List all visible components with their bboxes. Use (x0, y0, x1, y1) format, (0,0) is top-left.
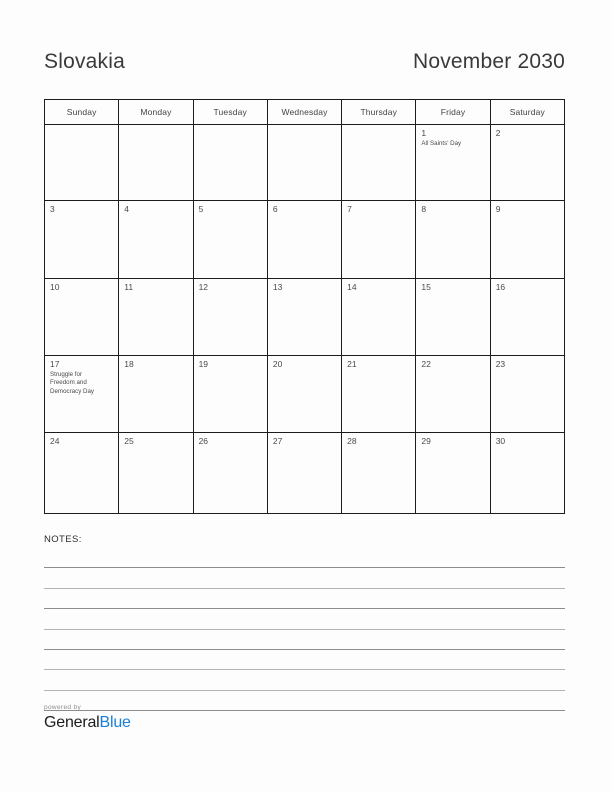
day-cell[interactable] (45, 356, 119, 432)
day-number: 26 (198, 436, 209, 446)
day-holiday: All Saints' Day (421, 140, 462, 147)
weekday-header-monday: Monday (119, 100, 193, 124)
day-cell[interactable] (416, 279, 490, 355)
generalblue-logo[interactable] (44, 713, 131, 733)
day-cell[interactable] (194, 201, 268, 278)
day-cell[interactable] (416, 356, 490, 432)
day-number: 22 (421, 359, 431, 369)
day-number: 14 (347, 282, 357, 292)
day-cell[interactable] (268, 125, 342, 200)
notes-line[interactable] (44, 670, 565, 690)
day-cell[interactable] (491, 125, 565, 200)
day-number: 11 (124, 282, 134, 292)
calendar-grid (44, 99, 565, 514)
day-number: 29 (421, 436, 431, 446)
day-number: 10 (50, 282, 60, 292)
day-cell[interactable] (491, 201, 565, 278)
day-number: 18 (124, 359, 134, 369)
day-cell[interactable] (491, 279, 565, 355)
day-cell[interactable] (342, 433, 416, 513)
day-number: 24 (50, 436, 60, 446)
day-cell[interactable] (342, 201, 416, 278)
day-cell[interactable] (194, 125, 268, 200)
day-cell[interactable] (119, 279, 193, 355)
day-cell[interactable] (119, 356, 193, 432)
day-cell[interactable] (416, 201, 490, 278)
day-number: 9 (495, 204, 501, 214)
weekday-header-thursday: Thursday (342, 100, 416, 124)
powered-by-label: powered by (44, 704, 82, 711)
country-title: Slovakia (44, 50, 125, 73)
day-cell[interactable] (342, 356, 416, 432)
day-number: 7 (347, 204, 352, 214)
notes-line[interactable] (44, 568, 565, 588)
calendar-week-row (45, 279, 565, 356)
day-cell[interactable] (45, 433, 119, 513)
day-cell[interactable] (416, 125, 490, 200)
day-cell[interactable] (268, 356, 342, 432)
weekday-header-sunday: Sunday (45, 100, 119, 124)
day-cell[interactable] (119, 433, 193, 513)
day-cell[interactable] (119, 125, 193, 200)
day-cell[interactable] (268, 279, 342, 355)
day-number: 5 (198, 204, 204, 214)
day-number: 2 (495, 128, 501, 138)
day-number: 6 (272, 204, 278, 214)
day-cell[interactable] (45, 125, 119, 200)
notes-line[interactable] (44, 548, 565, 568)
day-number: 25 (124, 436, 134, 446)
weekday-header-saturday: Saturday (491, 100, 565, 124)
day-number: 28 (347, 436, 357, 446)
weekday-header-row (45, 100, 565, 125)
logo-text-blue: Blue (99, 714, 131, 731)
calendar-week-row (45, 201, 565, 279)
day-number: 12 (198, 282, 209, 292)
day-number: 20 (272, 359, 283, 369)
day-cell[interactable] (194, 433, 268, 513)
notes-line[interactable] (44, 589, 565, 609)
day-number: 30 (495, 436, 506, 446)
weekday-header-wednesday: Wednesday (268, 100, 342, 124)
day-cell[interactable] (342, 125, 416, 200)
day-holiday: Struggle for Freedom and Democracy Day (50, 371, 95, 395)
logo-text-general: General (44, 714, 100, 731)
day-cell[interactable] (119, 201, 193, 278)
day-cell[interactable] (416, 433, 490, 513)
weekday-header-friday: Friday (416, 100, 490, 124)
day-number: 1 (421, 128, 427, 138)
day-number: 27 (272, 436, 283, 446)
day-number: 23 (495, 359, 506, 369)
day-cell[interactable] (491, 356, 565, 432)
page-header (44, 50, 565, 84)
day-number: 8 (421, 204, 427, 214)
notes-label: NOTES: (44, 534, 82, 545)
footer-branding (44, 703, 131, 733)
day-number: 17 (50, 359, 60, 369)
notes-line[interactable] (44, 609, 565, 629)
day-cell[interactable] (45, 279, 119, 355)
day-number: 4 (124, 204, 130, 214)
day-number: 19 (198, 359, 209, 369)
weekday-header-tuesday: Tuesday (194, 100, 268, 124)
calendar-week-row (45, 433, 565, 514)
notes-line[interactable] (44, 630, 565, 650)
day-cell[interactable] (194, 356, 268, 432)
day-number: 16 (495, 282, 506, 292)
day-number: 21 (347, 359, 357, 369)
calendar-week-row (45, 125, 565, 201)
calendar-week-row (45, 356, 565, 433)
day-cell[interactable] (45, 201, 119, 278)
month-year-title: November 2030 (412, 50, 565, 73)
day-cell[interactable] (268, 433, 342, 513)
day-cell[interactable] (194, 279, 268, 355)
notes-section (44, 533, 565, 711)
day-number: 3 (50, 204, 55, 214)
day-number: 13 (272, 282, 283, 292)
day-number: 15 (421, 282, 431, 292)
day-cell[interactable] (342, 279, 416, 355)
day-cell[interactable] (268, 201, 342, 278)
day-cell[interactable] (491, 433, 565, 513)
notes-line[interactable] (44, 650, 565, 670)
